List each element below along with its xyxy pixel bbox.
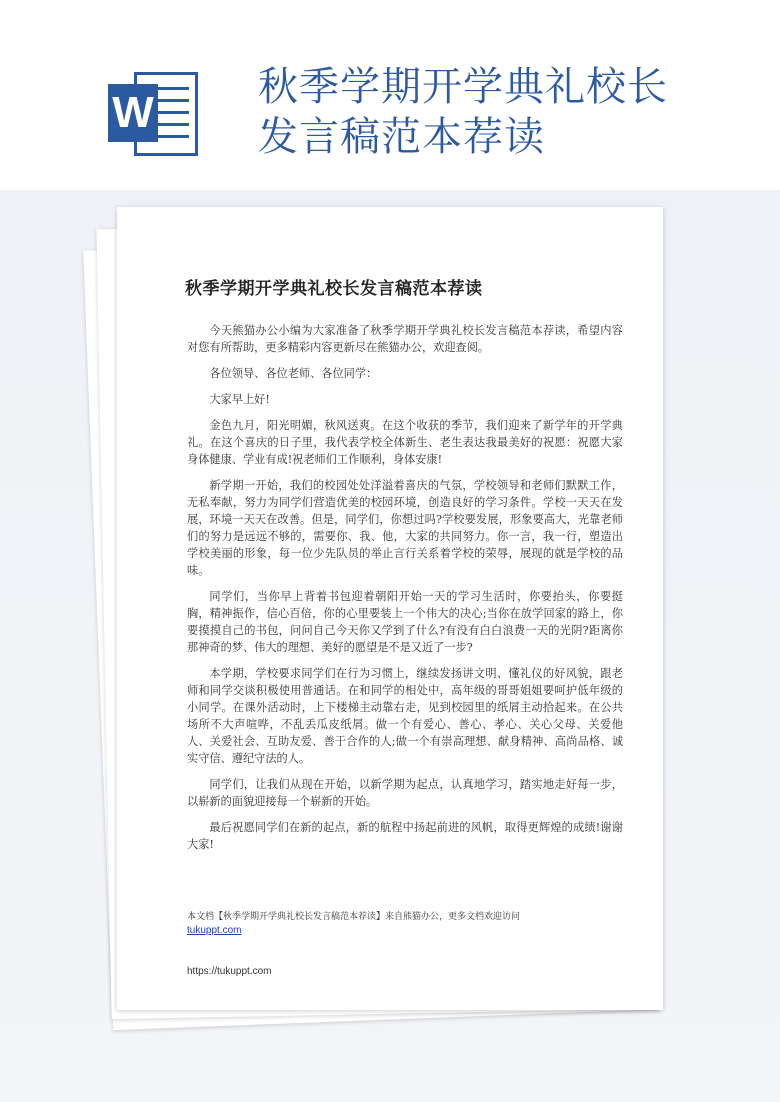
text-line-icon [157,99,189,102]
paragraph-morning: 大家早上好! [209,393,270,406]
document-body [187,322,623,862]
source-note [187,911,627,937]
source-link[interactable]: tukuppt.com [187,925,242,936]
paragraph: 同学们，让我们从现在开始，以新学期为起点，认真地学习，踏实地走好每一步，以崭新的面貌迎接每一个崭新的开始。 [187,778,623,808]
text-line-icon [157,135,189,138]
paragraph: 新学期一开始，我们的校园处处洋溢着喜庆的气氛，学校领导和老师们默默工作，无私奉献，努力为同学们营造优美的校园环境，创造良好的学习条件。学校一天天在发展，环境一天天在改善。但是，同学们，你想过吗?学校要发展，形象要高大，光靠老师们的努力是远远不够的，需要你、我、他，大家的共同努力。你一言，我一行，塑造出学校美丽的形象，每一位少先队员的举止言行关系着学校的荣辱，展现的就是学校的品味。 [187,479,623,577]
word-badge: W [108,84,158,142]
text-line-icon [157,111,189,114]
paragraph-closing: 最后祝愿同学们在新的起点，新的航程中扬起前进的风帆，取得更辉煌的成绩!谢谢大家! [187,821,623,851]
word-document-icon [108,66,200,162]
paragraph: 金色九月，阳光明媚，秋风送爽。在这个收获的季节，我们迎来了新学年的开学典礼。在这个喜庆的日子里，我代表学校全体新生、老生表达我最美好的祝愿：祝愿大家身体健康、学业有成!祝老师们工作顺利，身体安康! [187,419,623,466]
paragraph: 同学们，当你早上背着书包迎着朝阳开始一天的学习生活时，你要抬头，你要挺胸，精神振作，信心百倍，你的心里要装上一个伟大的决心;当你在放学回家的路上，你要摸摸自己的书包，问问自己今天你又学到了什么?有没有白白浪费一天的光阴?距离你那神奇的梦、伟大的理想、美好的愿望是不是又近了一步? [187,590,623,654]
document-title: 秋季学期开学典礼校长发言稿范本荐读 [185,279,483,299]
paragraph: 本学期，学校要求同学们在行为习惯上，继续发扬讲文明、懂礼仪的好风貌，跟老师和同学交谈积极使用普通话。在和同学的相处中，高年级的哥哥姐姐要呵护低年级的小同学。在课外活动时，上下楼梯主动靠右走，见到校园里的纸屑主动拾起来。在公共场所不大声喧哗，不乱丢瓜皮纸屑。做一个有爱心、善心、孝心、关心父母、关爱他人、关爱社会、互助友爱、善于合作的人;做一个有崇高理想、献身精神、高尚品格、诚实守信、遵纪守法的人。 [187,667,623,765]
source-note-text: 本文档【秋季学期开学典礼校长发言稿范本荐读】来自熊猫办公，更多文档欢迎访问 [187,912,521,922]
document-page [117,207,663,1010]
text-line-icon [157,87,189,90]
footer-url: https://tukuppt.com [187,966,272,977]
paragraph-greeting: 各位领导、各位老师、各位同学： [209,367,378,380]
banner-title: 秋季学期开学典礼校长发言稿范本荐读 [258,64,668,160]
text-line-icon [157,123,189,126]
paragraph-intro: 今天熊猫办公小编为大家准备了秋季学期开学典礼校长发言稿范本荐读，希望内容对您有所帮助，更多精彩内容更新尽在熊猫办公，欢迎查阅。 [187,324,623,354]
